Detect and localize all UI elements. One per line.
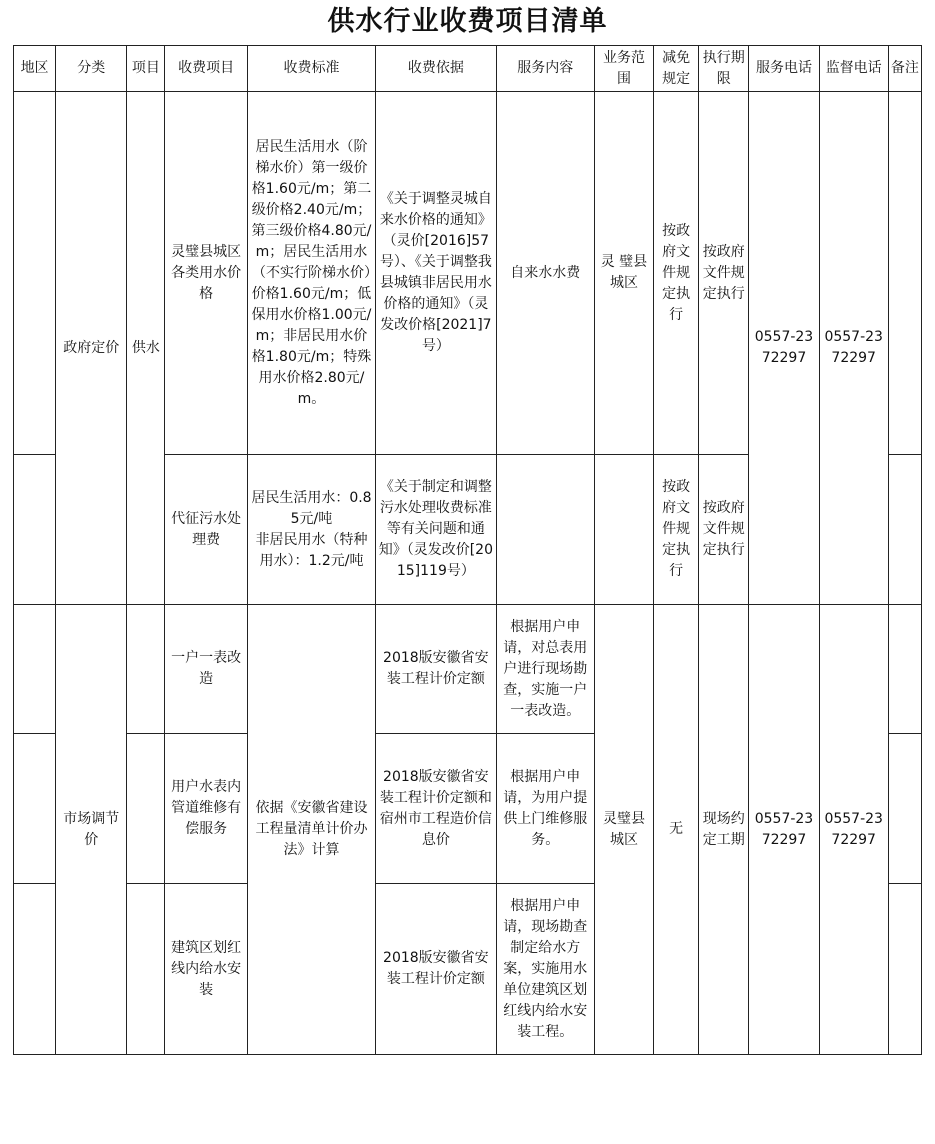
item-cell (127, 734, 165, 884)
item-cell (127, 884, 165, 1055)
fee-item-cell: 灵璧县城区各类用水价格 (165, 92, 247, 455)
header-service-scope: 业务范围 (594, 46, 653, 92)
header-service-phone: 服务电话 (749, 46, 819, 92)
service-phone-cell: 0557-2372297 (749, 605, 819, 1055)
fee-standard-cell: 依据《安徽省建设工程量清单计价办法》计算 (247, 605, 375, 1055)
header-period: 执行期限 (699, 46, 749, 92)
table-row (14, 92, 922, 455)
period-cell: 按政府文件规定执行 (699, 92, 749, 455)
service-content-cell: 根据用户申请，现场勘查制定给水方案，实施用水单位建筑区划红线内给水安装工程。 (496, 884, 594, 1055)
reduction-cell: 无 (654, 605, 699, 1055)
header-supervision-phone: 监督电话 (819, 46, 888, 92)
gov-category: 政府定价 (56, 92, 127, 605)
remarks-cell (888, 884, 921, 1055)
fee-item-cell: 建筑区划红线内给水安装 (165, 884, 247, 1055)
fee-item-cell: 一户一表改造 (165, 605, 247, 734)
fee-table (13, 45, 922, 1055)
fee-basis-cell: 2018版安徽省安装工程计价定额和宿州市工程造价信息价 (376, 734, 496, 884)
reduction-cell: 按政府文件规定执行 (654, 455, 699, 605)
service-scope-cell: 灵璧县城区 (594, 605, 653, 1055)
region-cell (14, 92, 56, 455)
remarks-cell (888, 92, 921, 455)
service-phone-cell: 0557-2372297 (749, 92, 819, 605)
header-category: 分类 (56, 46, 127, 92)
period-cell: 按政府文件规定执行 (699, 455, 749, 605)
header-reduction: 减免规定 (654, 46, 699, 92)
header-item: 项目 (127, 46, 165, 92)
gov-item: 供水 (127, 92, 165, 605)
header-fee-item: 收费项目 (165, 46, 247, 92)
period-cell: 现场约定工期 (699, 605, 749, 1055)
remarks-cell (888, 734, 921, 884)
remarks-cell (888, 455, 921, 605)
service-content-cell: 自来水水费 (496, 92, 594, 455)
header-fee-standard: 收费标准 (247, 46, 375, 92)
header-remarks: 备注 (888, 46, 921, 92)
service-scope-cell: 灵 璧县城区 (594, 92, 653, 455)
service-content-cell: 根据用户申请，对总表用户进行现场勘查，实施一户一表改造。 (496, 605, 594, 734)
region-cell (14, 734, 56, 884)
region-cell (14, 605, 56, 734)
header-row (14, 46, 922, 92)
fee-basis-cell: 《关于制定和调整污水处理收费标准等有关问题和通知》（灵发改价[2015]119号） (376, 455, 496, 605)
header-fee-basis: 收费依据 (376, 46, 496, 92)
page-title: 供水行业收费项目清单 (327, 6, 608, 37)
supervision-phone-cell: 0557-2372297 (819, 92, 888, 605)
fee-standard-cell: 居民生活用水（阶梯水价）第一级价格1.60元/m；第二级价格2.40元/m；第三级价格4.80元/m；居民生活用水（不实行阶梯水价）价格1.60元/m；低保用水价格1.00元/m；非居民用水价格1.80元/m；特殊用水价格2.80元/m。 (247, 92, 375, 455)
service-content-cell (496, 455, 594, 605)
market-category: 市场调节价 (56, 605, 127, 1055)
fee-item-cell: 代征污水处理费 (165, 455, 247, 605)
service-content-cell: 根据用户申请，为用户提供上门维修服务。 (496, 734, 594, 884)
fee-basis-cell: 《关于调整灵城自来水价格的通知》（灵价[2016]57号）、《关于调整我县城镇非居民用水价格的通知》（灵发改价格[2021]7号） (376, 92, 496, 455)
item-cell (127, 605, 165, 734)
fee-basis-cell: 2018版安徽省安装工程计价定额 (376, 884, 496, 1055)
header-region: 地区 (14, 46, 56, 92)
remarks-cell (888, 605, 921, 734)
fee-item-cell: 用户水表内管道维修有偿服务 (165, 734, 247, 884)
supervision-phone-cell: 0557-2372297 (819, 605, 888, 1055)
region-cell (14, 884, 56, 1055)
table-row (14, 605, 922, 734)
fee-basis-cell: 2018版安徽省安装工程计价定额 (376, 605, 496, 734)
region-cell (14, 455, 56, 605)
header-service-content: 服务内容 (496, 46, 594, 92)
reduction-cell: 按政府文件规定执行 (654, 92, 699, 455)
service-scope-cell (594, 455, 653, 605)
fee-standard-cell: 居民生活用水：0.85元/吨 非居民用水（特种用水）：1.2元/吨 (247, 455, 375, 605)
